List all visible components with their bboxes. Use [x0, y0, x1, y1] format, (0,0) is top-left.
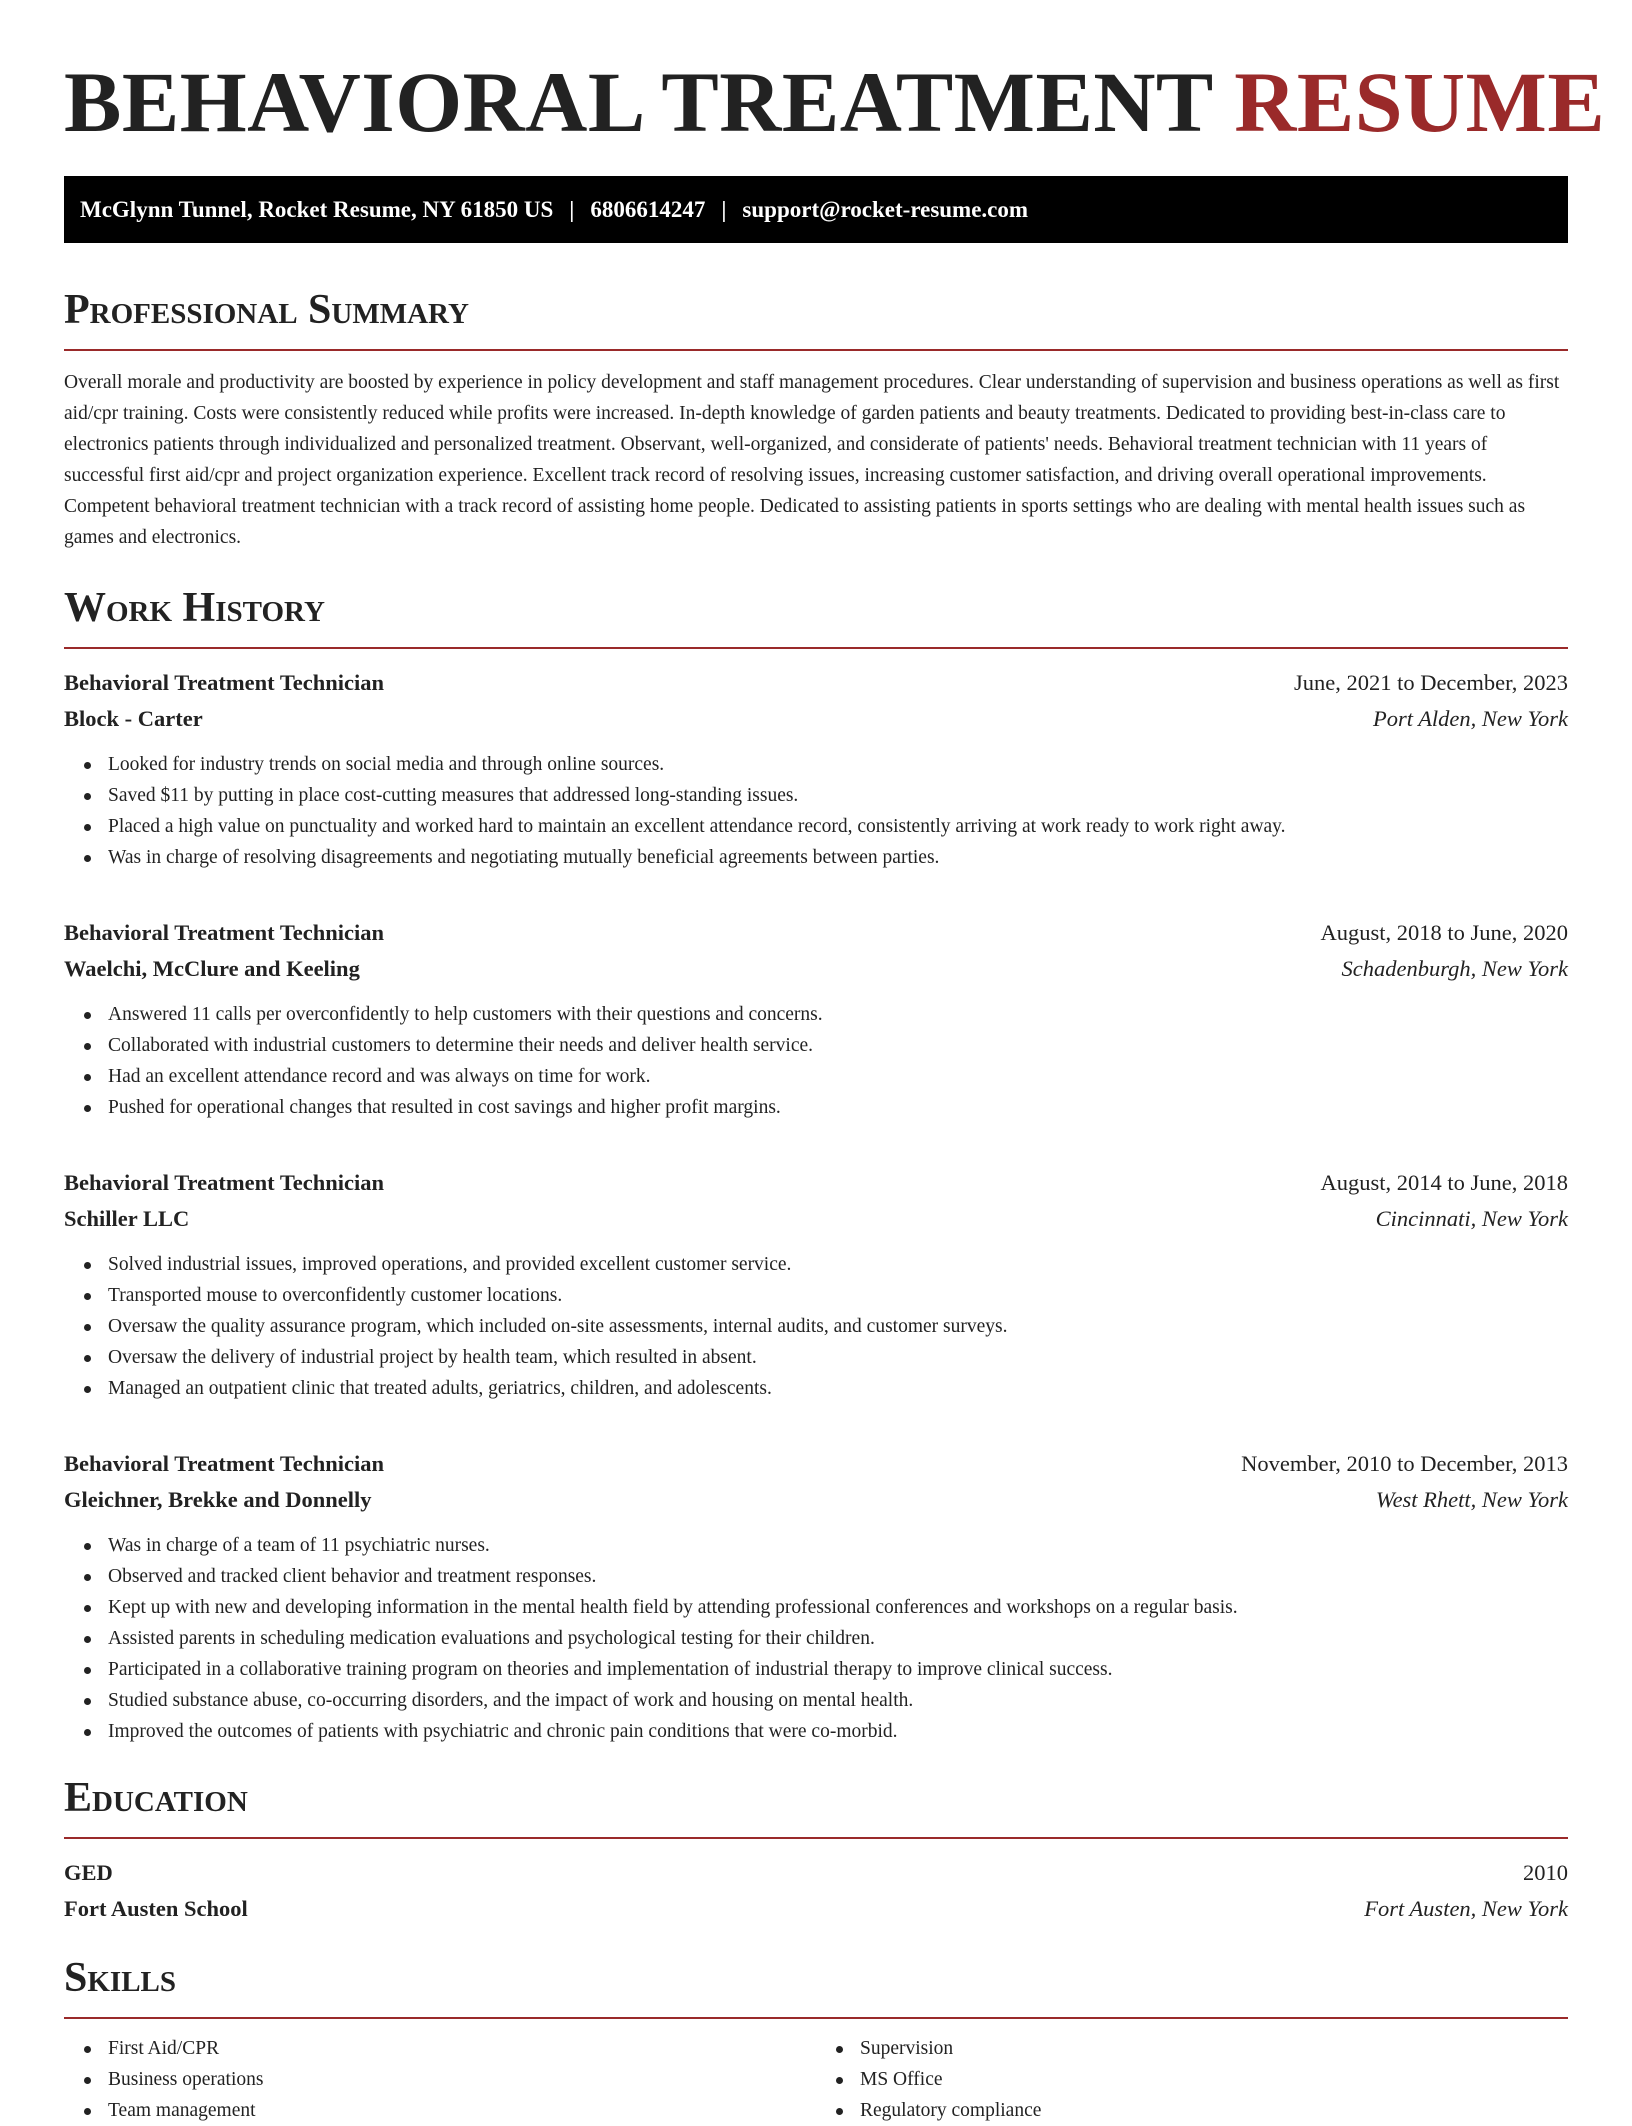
skills-heading: Skills: [64, 1953, 1568, 2019]
job-bullet: Looked for industry trends on social media and through online sources.: [108, 749, 1568, 780]
job-location: Cincinnati, New York: [1375, 1206, 1568, 1231]
job-bullet: Managed an outpatient clinic that treated adults, geriatrics, children, and adolescents.: [108, 1373, 1568, 1404]
job-bullet: Improved the outcomes of patients with psychiatric and chronic pain conditions that were co-morbid.: [108, 1716, 1568, 1747]
skills-columns: [64, 2033, 1568, 2126]
title-accent: RESUME: [1234, 54, 1606, 150]
job-bullet: Studied substance abuse, co-occurring disorders, and the impact of work and housing on mental health.: [108, 1685, 1568, 1716]
skill-item: MS Office: [860, 2064, 1568, 2095]
contact-address: McGlynn Tunnel, Rocket Resume, NY 61850 US: [80, 196, 554, 222]
job-bullet: Answered 11 calls per overconfidently to help customers with their questions and concerns.: [108, 999, 1568, 1030]
job-location: Port Alden, New York: [1372, 706, 1568, 731]
job-dates: August, 2018 to June, 2020: [1320, 920, 1568, 945]
job-bullet: Solved industrial issues, improved operations, and provided excellent customer service.: [108, 1249, 1568, 1280]
job-bullets: [64, 749, 1568, 873]
job-bullet: Placed a high value on punctuality and worked hard to maintain an excellent attendance record, consistently arriving at work ready to work right away.: [108, 811, 1568, 842]
job-bullet: Was in charge of a team of 11 psychiatric nurses.: [108, 1530, 1568, 1561]
job-company: Schiller LLC: [64, 1206, 190, 1231]
job-bullets: [64, 999, 1568, 1123]
contact-bar: [64, 176, 1568, 243]
job-company: Block - Carter: [64, 706, 203, 731]
job-entry: [64, 1165, 1568, 1404]
education-school: Fort Austen School: [64, 1896, 248, 1921]
job-entry: [64, 1446, 1568, 1747]
job-bullet: Assisted parents in scheduling medication evaluations and psychological testing for their children.: [108, 1623, 1568, 1654]
job-dates: August, 2014 to June, 2018: [1320, 1170, 1568, 1195]
job-bullet: Kept up with new and developing information in the mental health field by attending professional conferences and workshops on a regular basis.: [108, 1592, 1568, 1623]
job-bullet: Transported mouse to overconfidently customer locations.: [108, 1280, 1568, 1311]
job-title: Behavioral Treatment Technician: [64, 670, 385, 695]
skill-item: Team management: [108, 2095, 816, 2126]
job-entry: [64, 915, 1568, 1123]
job-bullet: Pushed for operational changes that resulted in cost savings and higher profit margins.: [108, 1092, 1568, 1123]
contact-email: support@rocket-resume.com: [742, 196, 1029, 222]
job-title: Behavioral Treatment Technician: [64, 920, 385, 945]
skill-item: Regulatory compliance: [860, 2095, 1568, 2126]
resume-title: [64, 0, 1606, 152]
education-degree: GED: [64, 1860, 113, 1885]
job-bullet: Saved $11 by putting in place cost-cutting measures that addressed long-standing issues.: [108, 780, 1568, 811]
contact-separator: |: [721, 196, 727, 222]
job-location: Schadenburgh, New York: [1341, 956, 1568, 981]
job-bullet: Collaborated with industrial customers to determine their needs and deliver health service.: [108, 1030, 1568, 1061]
job-title: Behavioral Treatment Technician: [64, 1451, 385, 1476]
work-history-heading: Work History: [64, 583, 1568, 649]
job-dates: November, 2010 to December, 2013: [1241, 1451, 1568, 1476]
job-bullet: Observed and tracked client behavior and treatment responses.: [108, 1561, 1568, 1592]
skills-list-left: [64, 2033, 816, 2126]
job-company: Gleichner, Brekke and Donnelly: [64, 1487, 372, 1512]
summary-heading: Professional Summary: [64, 285, 1568, 351]
education-location: Fort Austen, New York: [1364, 1896, 1568, 1921]
job-bullets: [64, 1249, 1568, 1404]
skill-item: Business operations: [108, 2064, 816, 2095]
job-bullet: Oversaw the quality assurance program, which included on-site assessments, internal audits, and customer surveys.: [108, 1311, 1568, 1342]
education-year: 2010: [1523, 1860, 1568, 1885]
job-bullets: [64, 1530, 1568, 1747]
job-entry: [64, 665, 1568, 873]
job-title: Behavioral Treatment Technician: [64, 1170, 385, 1195]
summary-text: Overall morale and productivity are boosted by experience in policy development and staff management procedures. Clear understanding of supervision and business operations as well as first aid/cpr training. Costs were consistently reduced while profits were increased. In-depth knowledge of garden patients and beauty treatments. Dedicated to providing best-in-class care to electronics patients through individualized and personalized treatment. Observant, well-organized, and considerate of patients' needs. Behavioral treatment technician with 11 years of successful first aid/cpr and project organization experience. Excellent track record of resolving issues, increasing customer satisfaction, and driving overall operational improvements. Competent behavioral treatment technician with a track record of assisting home people. Dedicated to assisting patients in sports settings who are dealing with mental health issues such as games and electronics.: [64, 372, 1560, 548]
job-company: Waelchi, McClure and Keeling: [64, 956, 360, 981]
job-location: West Rhett, New York: [1375, 1487, 1568, 1512]
skill-item: Supervision: [860, 2033, 1568, 2064]
education-heading: Education: [64, 1773, 1568, 1839]
job-bullet: Was in charge of resolving disagreements and negotiating mutually beneficial agreements between parties.: [108, 842, 1568, 873]
job-dates: June, 2021 to December, 2023: [1293, 670, 1568, 695]
job-bullet: Had an excellent attendance record and was always on time for work.: [108, 1061, 1568, 1092]
skill-item: First Aid/CPR: [108, 2033, 816, 2064]
contact-phone: 6806614247: [590, 196, 706, 222]
title-main: BEHAVIORAL TREATMENT: [64, 54, 1213, 150]
skills-list-right: [816, 2033, 1568, 2126]
job-bullet: Participated in a collaborative training program on theories and implementation of industrial therapy to improve clinical success.: [108, 1654, 1568, 1685]
job-bullet: Oversaw the delivery of industrial project by health team, which resulted in absent.: [108, 1342, 1568, 1373]
contact-separator: |: [569, 196, 575, 222]
education-entry: [64, 1855, 1568, 1927]
